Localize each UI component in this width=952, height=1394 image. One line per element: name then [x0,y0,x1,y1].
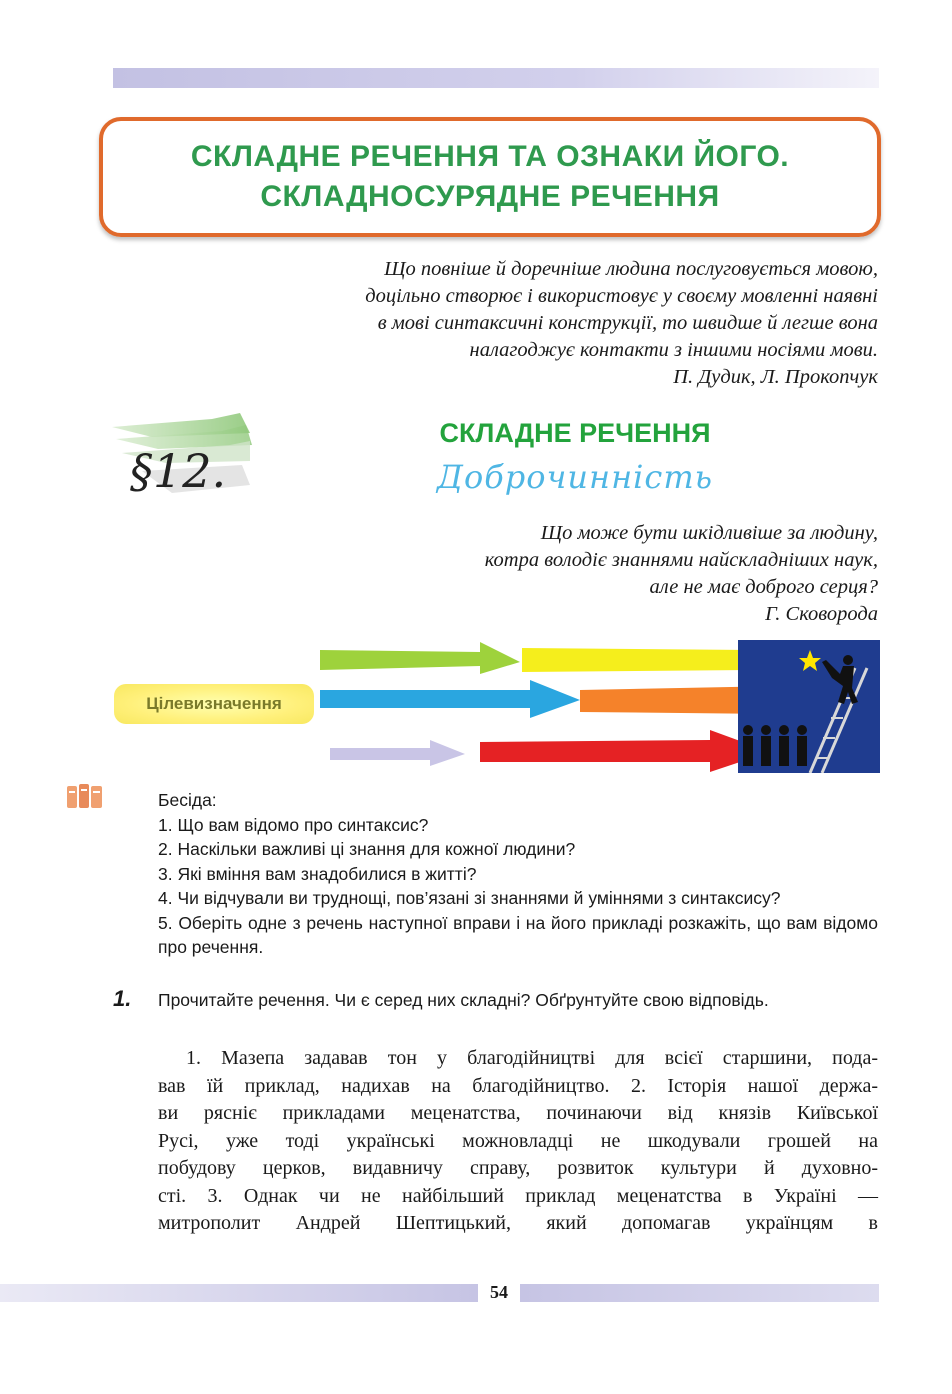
exercise-text-line: Русі, уже тоді українські можновладці не шкодували грошей на [158,1129,878,1152]
epigraph-line: Що повніше й доречніше людина послуговується мовою, [384,258,878,280]
section-subtitle: Доброчинність [436,458,714,496]
arrow-icon [320,680,580,718]
epigraph-line: налагоджує контакти з іншими носіями мови. [469,339,878,361]
page-number: 54 [490,1282,508,1302]
bottom-decorative-bar [520,1284,879,1302]
bottom-decorative-bar [0,1284,478,1302]
exercise-text [158,1045,878,1238]
epigraph-line: доцільно створює і використовує у своєму мовленні наявні [365,285,878,307]
epigraph-line: в мові синтаксичні конструкції, то швидше й легше вона [377,312,878,334]
section-title: СКЛАДНЕ РЕЧЕННЯ [439,418,711,448]
arrow-icon [330,740,465,766]
exercise-text-line: ви рясніє прикладами меценатства, починаючи від князів Київської [158,1102,878,1124]
books-icon [66,782,104,810]
arrow-icon [320,642,520,674]
exercise-text-line: вав їй приклад, надихав на благодійництво. 2. Історія нашої держа- [158,1074,878,1097]
goal-setting-label: Цілевизначення [114,684,314,724]
chapter-title-line-1: СКЛАДНЕ РЕЧЕННЯ ТА ОЗНАКИ ЙОГО. [190,140,790,173]
section-number: §12. [130,444,227,498]
conversation-heading: Бесіда: [158,790,217,810]
chapter-title-line-2: СКЛАДНОСУРЯДНЕ РЕЧЕННЯ [260,180,720,213]
epigraph-line: котра володіє знаннями найскладніших наук, [484,549,878,571]
chapter-title-box [99,117,881,237]
goal-picture [738,640,880,773]
conversation-question: 3. Які вміння вам знадобилися в житті? [158,863,477,884]
conversation-question: 2. Наскільки важливі ці знання для кожної людини? [158,839,576,859]
conversation-question: 4. Чи відчували ви труднощі, пов’язані зі знаннями й уміннями з синтаксису? [158,888,781,908]
epigraph-line: Що може бути шкідливіше за людину, [540,522,878,544]
arrow-icon [480,730,770,772]
exercise-text-line: сті. 3. Однак чи не найбільший приклад меценатства в Україні — [158,1184,878,1207]
exercise-text-line: митрополит Андрей Шептицький, який допомагав українцям в [158,1212,878,1234]
exercise-number: 1. [113,986,132,1011]
section-number-emblem [112,413,252,499]
epigraph-author: Г. Сковорода [765,603,878,625]
conversation-question: 5. Оберіть одне з речень наступної вправи і на його прикладі розкажіть, що вам відомо про речення. [158,912,878,957]
epigraph-author: П. Дудик, Л. Прокопчук [673,366,878,388]
conversation-block [158,788,878,960]
conversation-question: 1. Що вам відомо про синтаксис? [158,814,429,835]
exercise-text-line: 1. Мазепа задавав тон у благодійництві для всієї старшини, пода- [186,1047,878,1069]
top-decorative-bar [113,68,879,88]
chapter-epigraph [180,256,878,391]
epigraph-line: але не має доброго серця? [649,576,878,598]
exercise-task: Прочитайте речення. Чи є серед них складні? Обґрунтуйте свою відповідь. [158,990,769,1010]
exercise-text-line: побудову церков, видавничу справу, розвиток культури й духовно- [158,1157,878,1179]
section-epigraph [300,520,878,628]
